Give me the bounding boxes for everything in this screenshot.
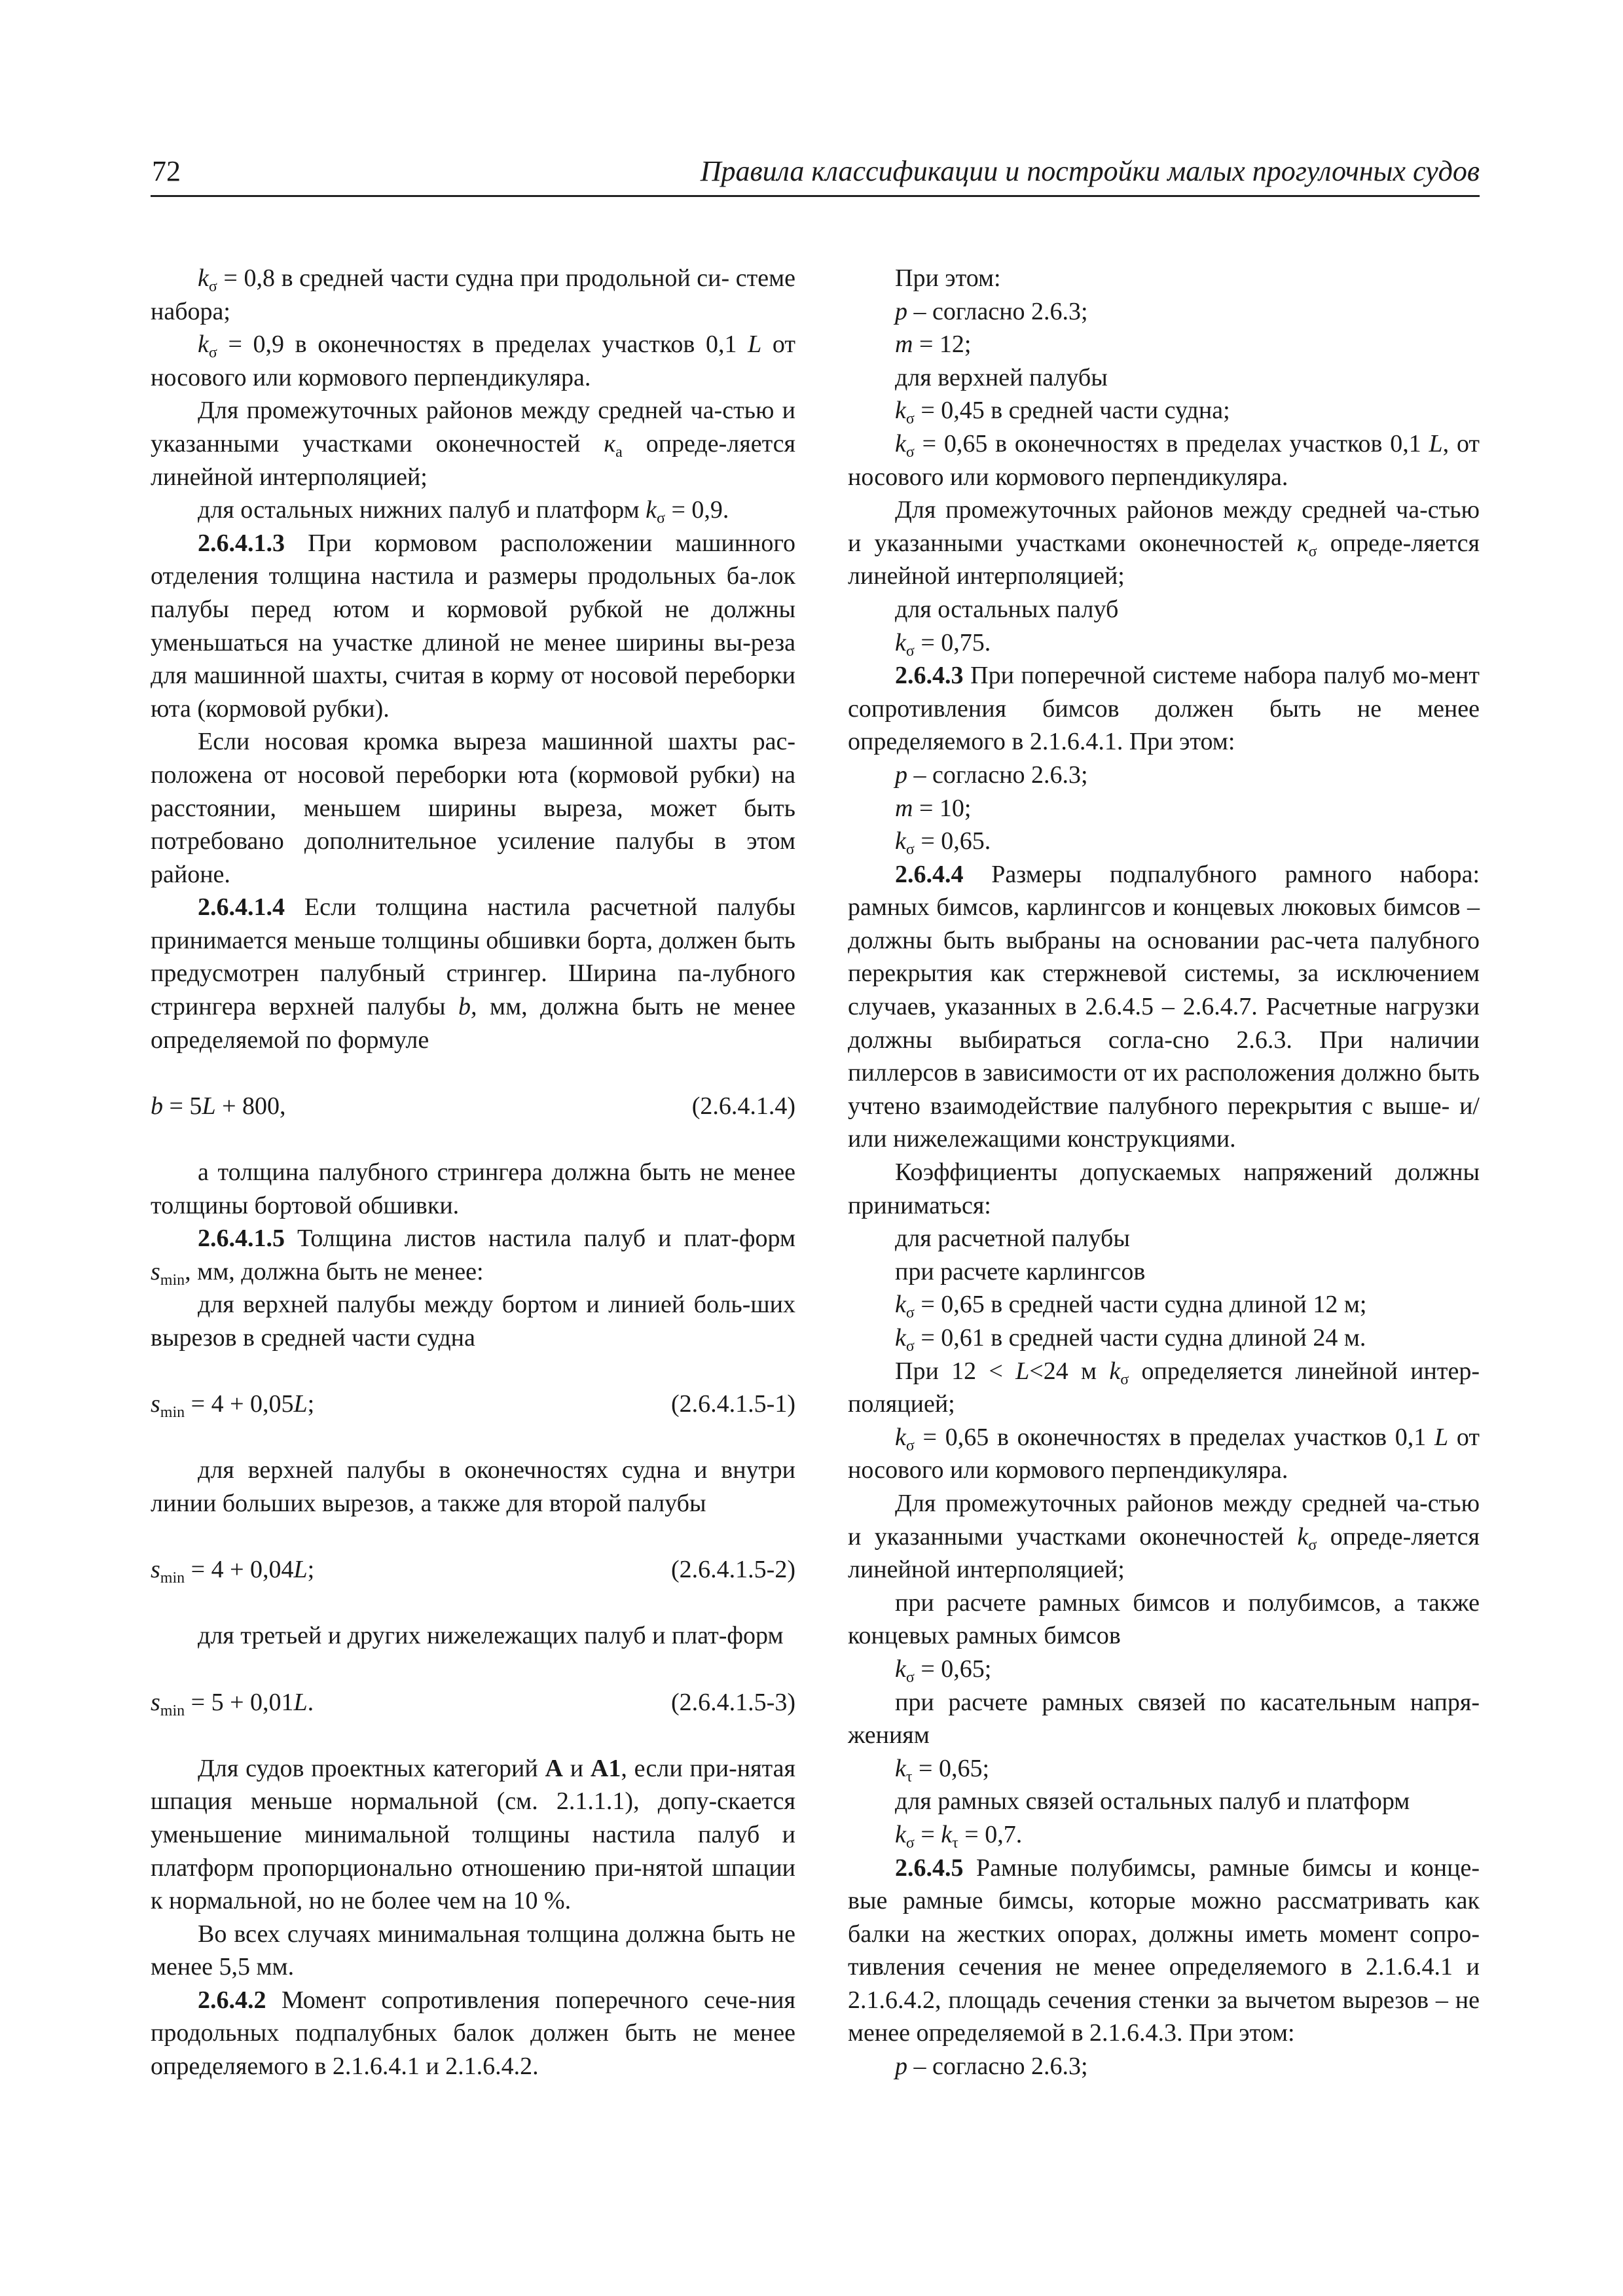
paragraph: m = 10; xyxy=(895,794,972,822)
paragraph: при расчете карлингсов xyxy=(895,1257,1146,1285)
paragraph: для третьей и других нижележащих палуб и плат-форм xyxy=(198,1622,784,1650)
paragraph: p – согласно 2.6.3; xyxy=(895,297,1088,325)
section-2.6.4.2: 2.6.4.2 Момент сопротивления поперечного сече-ния продольных подпалубных балок должен быть не менее определяемого в 2.1.6.4.1 и 2.1.6.4.2. xyxy=(151,1986,795,2081)
paragraph: Для промежуточных районов между средней ча-стью и указанными участками оконечностей $k_\sigma$ опреде-ляется линейной интерполяцией; xyxy=(848,1489,1480,1584)
section-2.6.4.4: 2.6.4.4 Размеры подпалубного рамного набора: рамных бимсов, карлингсов и концевых люковых бимсов – должны быть выбраны на основании рас-чета палубного перекрытия как стержневой системы, за исключением случаев, указанных в 2.6.4.5 – 2.6.4.7. Расчетные нагрузки должны выбираться согла-сно 2.6.3. При наличии пиллерсов в зависимости от их расположения должно быть учтено взаимодействие палубного перекрытия с выше- и/или нижележащими конструкциями. xyxy=(848,860,1480,1153)
section-2.6.4.1.5: 2.6.4.1.5 Толщина листов настила палуб и плат-форм $s_{min}$, мм, должна быть не менее: xyxy=(151,1225,796,1289)
paragraph: для рамных связей остальных палуб и платформ xyxy=(895,1787,1410,1816)
paragraph: При 12 < L<24 м $k_\sigma$ определяется линейной интер-поляцией; xyxy=(848,1357,1480,1418)
paragraph: а толщина палубного стрингера должна быть не менее толщины бортовой обшивки. xyxy=(151,1158,795,1219)
paragraph: для расчетной палубы xyxy=(895,1225,1130,1253)
formula-2.6.4.1.5-3: $s_{min} = 5 + 0,01L$. (2.6.4.1.5-3) xyxy=(151,1688,795,1719)
paragraph: Коэффициенты допускаемых напряжений должны приниматься: xyxy=(848,1158,1480,1219)
paragraph: для остальных нижних палуб и платформ $k_\sigma = 0,9$. xyxy=(198,496,729,528)
paragraph: для верхней палубы xyxy=(895,363,1108,391)
paragraph: $k_\tau = 0,65$; xyxy=(895,1754,990,1785)
paragraph: $k_\sigma = 0,61$ в средней части судна длиной 24 м. xyxy=(895,1324,1366,1355)
paragraph: $k_\sigma = 0,65$ в оконечностях в пределах участков 0,1 L от носового или кормового перпендикуляра. xyxy=(848,1423,1480,1484)
running-title: Правила классификации и постройки малых прогулочных судов xyxy=(700,155,1480,187)
paragraph: $k_\sigma = 0,65$. xyxy=(895,827,991,859)
paragraph: при расчете рамных связей по касательным напря-жениям xyxy=(848,1688,1480,1749)
paragraph: p – согласно 2.6.3; xyxy=(895,2053,1088,2081)
paragraph: $k_\sigma = 0,9$ в оконечностях в пределах участков 0,1 L от носового или кормового перпендикуляра. xyxy=(151,331,796,391)
section-2.6.4.1.4: 2.6.4.1.4 Если толщина настила расчетной палубы принимается меньше толщины обшивки борта, должен быть предусмотрен палубный стрингер. Ширина па-лубного стрингера верхней палубы b, мм, должна быть не менее определяемой по формуле xyxy=(151,893,795,1054)
formula-2.6.4.1.5-1: $s_{min} = 4 + 0,05L$; (2.6.4.1.5-1) xyxy=(151,1390,795,1422)
paragraph: $k_\sigma = 0,65$ в оконечностях в пределах участков 0,1 L, от носового или кормового перпендикуляра. xyxy=(848,429,1480,491)
section-2.6.4.3: 2.6.4.3 При поперечной системе набора палуб мо-мент сопротивления бимсов должен быть не менее определяемого в 2.1.6.4.1. При этом: xyxy=(848,662,1480,756)
paragraph: Для промежуточных районов между средней ча-стью и указанными участками оконечностей $к_\sigma$ опреде-ляется линейной интерполяцией; xyxy=(848,496,1480,590)
paragraph: p – согласно 2.6.3; xyxy=(895,761,1088,789)
formula-2.6.4.1.5-2: $s_{min} = 4 + 0,04L$; (2.6.4.1.5-2) xyxy=(151,1556,795,1587)
paragraph: при расчете рамных бимсов и полубимсов, а также концевых рамных бимсов xyxy=(848,1588,1480,1650)
paragraph: $k_\sigma = 0,75$. xyxy=(895,628,991,660)
paragraph: Если носовая кромка выреза машинной шахты рас-положена от носовой переборки юта (кормовой рубки) на расстоянии, меньшем ширины выреза, может быть потребовано дополнительное усиление палубы в этом районе. xyxy=(151,728,795,888)
paragraph: $k_\sigma = 0,65$; xyxy=(895,1655,992,1686)
section-2.6.4.1.3: 2.6.4.1.3 При кормовом расположении машинного отделения толщина настила и размеры продольных ба-лок палубы перед ютом и кормовой рубкой не должны уменьшаться на участке длиной не менее ширины вы-реза для машинной шахты, считая в корму от носовой переборки юта (кормовой рубки). xyxy=(151,529,795,723)
paragraph: $k_\sigma = 0,8$ в средней части судна при продольной си- стеме набора; xyxy=(151,264,795,325)
section-2.6.4.5: 2.6.4.5 Рамные полубимсы, рамные бимсы и конце-вые рамные бимсы, которые можно рассматривать как балки на жестких опорах, должны иметь момент сопро-тивления сечения не менее определяемого в 2.1.6.4.1 и 2.1.6.4.2, площадь сечения стенки за вычетом вырезов – не менее определяемой в 2.1.6.4.3. При этом: xyxy=(848,1854,1480,2047)
left-column xyxy=(151,262,795,2083)
right-column xyxy=(848,262,1480,2083)
page-number: 72 xyxy=(152,155,181,187)
paragraph: Для промежуточных районов между средней ча-стью и указанными участками оконечностей $к_a$ опреде-ляется линейной интерполяцией; xyxy=(151,397,795,491)
formula-2.6.4.1.4: b = 5L + 800, (2.6.4.1.4) xyxy=(151,1092,795,1120)
paragraph: для остальных палуб xyxy=(895,595,1119,623)
paragraph: Во всех случаях минимальная толщина должна быть не менее 5,5 мм. xyxy=(151,1920,795,1981)
paragraph: для верхней палубы в оконечностях судна и внутри линии больших вырезов, а также для второй палубы xyxy=(151,1456,795,1517)
paragraph: $k_\sigma = 0,45$ в средней части судна; xyxy=(895,397,1230,428)
paragraph: для верхней палубы между бортом и линией боль-ших вырезов в средней части судна xyxy=(151,1291,795,1352)
paragraph: m = 12; xyxy=(895,331,972,359)
paragraph: При этом: xyxy=(895,264,1001,292)
paragraph: $k_\sigma = k_\tau = 0,7$. xyxy=(895,1820,1023,1852)
paragraph: $k_\sigma = 0,65$ в средней части судна длиной 12 м; xyxy=(895,1291,1367,1322)
page-header xyxy=(151,149,1480,197)
paragraph: Для судов проектных категорий A и A1, если при-нятая шпация меньше нормальной (см. 2.1.1.1), допу-скается уменьшение минимальной толщины настила палуб и платформ пропорционально отношению при-нятой шпации к нормальной, но не более чем на 10 %. xyxy=(151,1754,796,1915)
